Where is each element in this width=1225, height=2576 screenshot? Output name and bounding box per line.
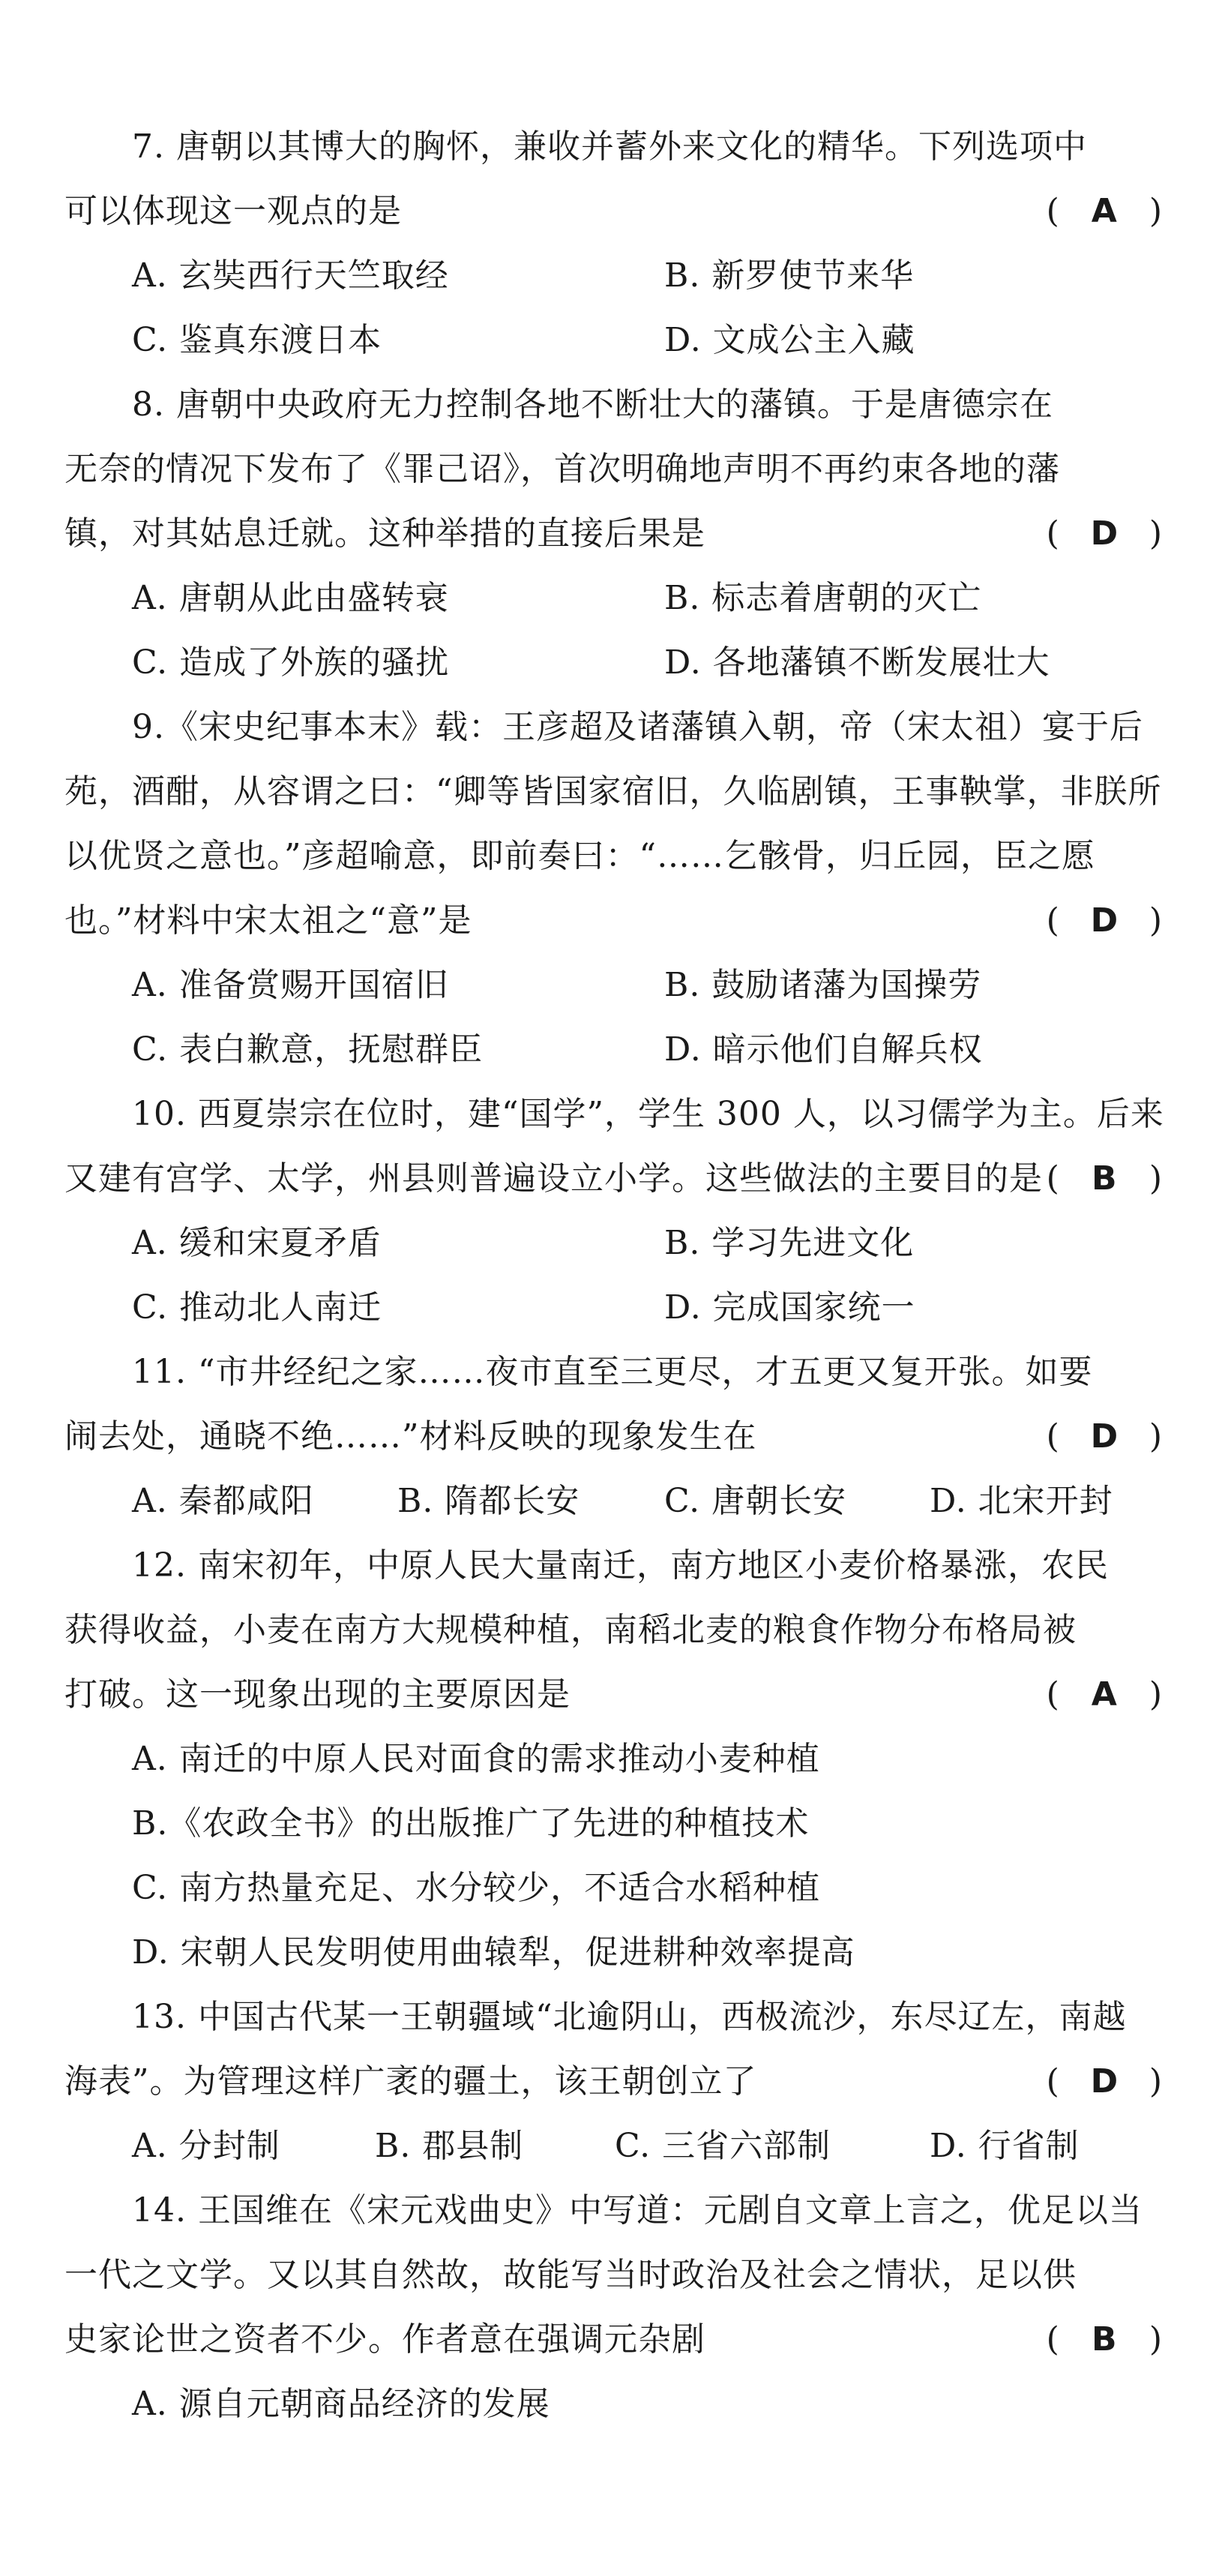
answer-bracket <box>1047 513 1162 555</box>
question-stem-line: 打破。这一现象出现的主要原因是 <box>64 1675 571 1714</box>
option-c: C. 三省六部制 <box>615 2127 831 2165</box>
question-stem-line: 镇，对其姑息迁就。这种举措的直接后果是 <box>64 514 705 553</box>
question-stem-line: 7. 唐朝以其博大的胸怀，兼收并蓄外来文化的精华。下列选项中 <box>132 127 1087 166</box>
answer-bracket <box>1047 1158 1162 1200</box>
answer-letter: D <box>1090 514 1119 553</box>
bracket-open: ( <box>1046 514 1059 553</box>
bracket-close: ) <box>1149 1417 1162 1456</box>
bracket-open: ( <box>1046 1675 1059 1714</box>
option-d: D. 北宋开封 <box>930 1482 1113 1520</box>
option-d: D. 完成国家统一 <box>664 1288 915 1327</box>
option-d: D. 行省制 <box>930 2127 1080 2165</box>
bracket-open: ( <box>1046 192 1059 230</box>
option-c: C. 造成了外族的骚扰 <box>132 643 450 682</box>
bracket-close: ) <box>1149 2062 1162 2101</box>
option-c: C. 表白歉意，抚慰群臣 <box>132 1030 484 1069</box>
option-b: B. 郡县制 <box>375 2127 524 2165</box>
bracket-open: ( <box>1046 2320 1059 2359</box>
answer-bracket <box>1047 2061 1162 2103</box>
question-stem-line: 闹去处，通晓不绝……”材料反映的现象发生在 <box>64 1417 757 1456</box>
option-b: B. 隋都长安 <box>397 1482 580 1520</box>
question-stem-line: 史家论世之资者不少。作者意在强调元杂剧 <box>64 2320 705 2359</box>
question-stem-line: 以优贤之意也。”彦超喻意，即前奏曰：“……乞骸骨，归丘园，臣之愿 <box>64 837 1095 875</box>
question-stem-line: 也。”材料中宋太祖之“意”是 <box>64 901 472 940</box>
question-stem-line: 8. 唐朝中央政府无力控制各地不断壮大的藩镇。于是唐德宗在 <box>132 385 1053 424</box>
bracket-open: ( <box>1046 901 1059 940</box>
option-a: A. 缓和宋夏矛盾 <box>132 1224 382 1262</box>
question-stem-line: 一代之文学。又以其自然故，故能写当时政治及社会之情状，足以供 <box>64 2256 1077 2294</box>
answer-bracket <box>1047 900 1162 942</box>
bracket-close: ) <box>1149 2320 1162 2359</box>
question-stem-line: 无奈的情况下发布了《罪己诏》，首次明确地声明不再约束各地的藩 <box>64 450 1060 488</box>
answer-bracket <box>1047 190 1162 232</box>
option-a: A. 分封制 <box>132 2127 280 2165</box>
answer-letter: B <box>1092 1159 1117 1198</box>
answer-bracket <box>1047 1416 1162 1458</box>
option-b: B. 鼓励诸藩为国操劳 <box>664 966 982 1004</box>
question-stem-line: 获得收益，小麦在南方大规模种植，南稻北麦的粮食作物分布格局被 <box>64 1611 1077 1649</box>
bracket-close: ) <box>1149 1675 1162 1714</box>
answer-letter: A <box>1091 192 1117 230</box>
bracket-close: ) <box>1149 901 1162 940</box>
option-c: C. 鉴真东渡日本 <box>132 321 382 359</box>
bracket-close: ) <box>1149 1159 1162 1198</box>
option-a: A. 玄奘西行天竺取经 <box>132 256 449 295</box>
question-stem-line: 海表”。为管理这样广袤的疆土，该王朝创立了 <box>64 2062 757 2101</box>
option-a: A. 南迁的中原人民对面食的需求推动小麦种植 <box>132 1740 820 1778</box>
question-stem-line: 13. 中国古代某一王朝疆域“北逾阴山，西极流沙，东尽辽左，南越 <box>132 1998 1127 2036</box>
option-b: B. 学习先进文化 <box>664 1224 915 1262</box>
option-b: B. 标志着唐朝的灭亡 <box>664 579 982 617</box>
bracket-close: ) <box>1149 192 1162 230</box>
answer-letter: D <box>1090 2062 1119 2101</box>
option-d: D. 文成公主入藏 <box>664 321 915 359</box>
question-stem-line: 苑，酒酣，从容谓之曰：“卿等皆国家宿旧，久临剧镇，王事鞅掌，非朕所 <box>64 772 1162 811</box>
bracket-open: ( <box>1046 2062 1059 2101</box>
question-stem-line: 14. 王国维在《宋元戏曲史》中写道：元剧自文章上言之，优足以当 <box>132 2191 1143 2230</box>
question-stem-line: 又建有宫学、太学，州县则普遍设立小学。这些做法的主要目的是 <box>64 1159 1043 1198</box>
option-a: A. 唐朝从此由盛转衰 <box>132 579 449 617</box>
answer-letter: B <box>1092 2320 1117 2359</box>
option-d: D. 各地藩镇不断发展壮大 <box>664 643 1050 682</box>
option-a: A. 源自元朝商品经济的发展 <box>132 2385 550 2423</box>
option-d: D. 暗示他们自解兵权 <box>664 1030 983 1069</box>
option-c: C. 唐朝长安 <box>664 1482 847 1520</box>
answer-letter: D <box>1090 901 1119 940</box>
option-b: B. 新罗使节来华 <box>664 256 915 295</box>
answer-bracket <box>1047 1674 1162 1716</box>
option-c: C. 南方热量充足、水分较少，不适合水稻种植 <box>132 1869 821 1907</box>
option-a: A. 准备赏赐开国宿旧 <box>132 966 449 1004</box>
bracket-open: ( <box>1046 1159 1059 1198</box>
bracket-close: ) <box>1149 514 1162 553</box>
question-stem-line: 10. 西夏崇宗在位时，建“国学”，学生 300 人，以习儒学为主。后来 <box>132 1095 1164 1133</box>
question-stem-line: 11. “市井经纪之家……夜市直至三更尽，才五更又复开张。如要 <box>132 1353 1093 1391</box>
question-stem-line: 9.《宋史纪事本末》载：王彦超及诸藩镇入朝，帝（宋太祖）宴于后 <box>132 708 1143 746</box>
option-a: A. 秦都咸阳 <box>132 1482 314 1520</box>
answer-letter: D <box>1090 1417 1119 1456</box>
option-c: C. 推动北人南迁 <box>132 1288 382 1327</box>
answer-bracket <box>1047 2319 1162 2361</box>
option-b: B.《农政全书》的出版推广了先进的种植技术 <box>132 1804 810 1843</box>
answer-letter: A <box>1091 1675 1117 1714</box>
option-d: D. 宋朝人民发明使用曲辕犁，促进耕种效率提高 <box>132 1933 855 1972</box>
bracket-open: ( <box>1046 1417 1059 1456</box>
question-stem-line: 可以体现这一观点的是 <box>64 192 402 230</box>
question-stem-line: 12. 南宋初年，中原人民大量南迁，南方地区小麦价格暴涨，农民 <box>132 1546 1109 1585</box>
